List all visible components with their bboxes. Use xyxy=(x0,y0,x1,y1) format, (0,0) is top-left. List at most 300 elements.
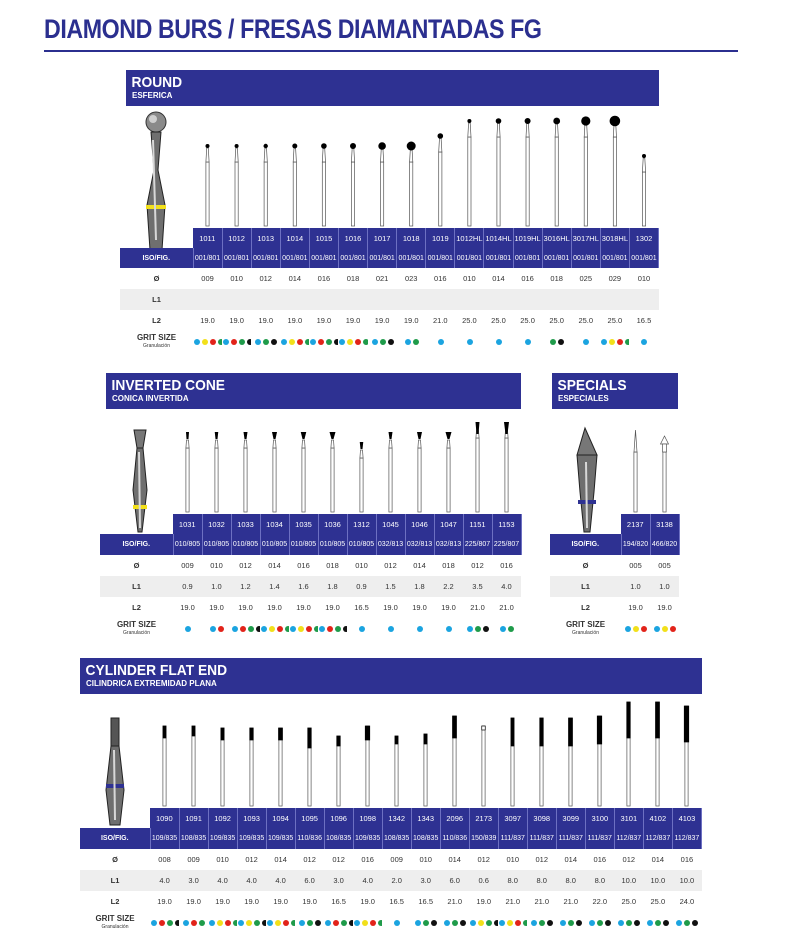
grit-dot-green xyxy=(568,920,574,926)
diameter-value: 016 xyxy=(434,274,447,283)
bur-drawing xyxy=(634,430,637,512)
bur-drawing xyxy=(496,118,502,226)
l1-value: 8.0 xyxy=(498,870,527,891)
specials-heading: SPECIALS xyxy=(557,377,627,394)
grit-label-text: GRIT SIZE xyxy=(565,620,606,629)
diameter-value: 010 xyxy=(506,855,519,864)
iso-label: ISO/FIG. xyxy=(120,248,193,268)
grit-dots xyxy=(484,338,513,346)
grit-dot-blue xyxy=(354,920,360,926)
diameter-value: 008 xyxy=(158,855,171,864)
grit-dot-blue xyxy=(255,339,261,345)
l2-value: 16.5 xyxy=(418,897,433,906)
round-subheading: ESFERICA xyxy=(132,91,173,100)
grit-dot-yellow xyxy=(289,339,295,345)
bur-drawing xyxy=(597,716,602,806)
grit-dots xyxy=(376,625,405,633)
l2-value: 19.0 xyxy=(229,316,244,325)
grit-dots xyxy=(463,625,492,633)
grit-cell xyxy=(650,618,679,640)
grit-cell xyxy=(237,912,266,934)
grit-dot-red xyxy=(333,920,339,926)
l2-value: 19.0 xyxy=(209,603,224,612)
grit-dot-red xyxy=(191,920,197,926)
iso-value: 108/835 xyxy=(324,828,353,849)
grit-dot-green xyxy=(626,920,632,926)
l1-value: 6.0 xyxy=(295,870,324,891)
grit-cell xyxy=(585,912,614,934)
grit-dot-blue xyxy=(676,920,682,926)
grit-dot-blue xyxy=(359,626,365,632)
l2-value: 25.0 xyxy=(650,897,666,906)
iso-value: 109/835 xyxy=(237,828,266,849)
l1-value xyxy=(542,289,571,310)
grit-dot-blue xyxy=(647,920,653,926)
grit-cell xyxy=(434,618,463,640)
grit-cell xyxy=(382,912,411,934)
bur-drawing xyxy=(504,422,509,512)
diameter-value: 010 xyxy=(230,274,243,283)
grit-cell xyxy=(368,331,397,353)
grit-cell xyxy=(260,618,289,640)
model-code: 3099 xyxy=(556,808,585,828)
iso-value: 010/805 xyxy=(231,534,260,555)
iso-value: 010/805 xyxy=(202,534,231,555)
bur-drawing xyxy=(684,706,689,806)
model-code: 1015 xyxy=(309,228,338,248)
l1-value: 4.0 xyxy=(492,576,521,597)
grit-cell xyxy=(484,331,513,353)
grit-dot-yellow xyxy=(275,920,281,926)
grit-cell xyxy=(318,618,347,640)
bur-drawing xyxy=(627,702,631,806)
grit-dot-blue xyxy=(290,626,296,632)
l2-value: 19.0 xyxy=(628,603,643,612)
l1-value: 4.0 xyxy=(237,870,266,891)
grit-dot-blue xyxy=(339,339,345,345)
l2-value: 19.0 xyxy=(345,316,361,325)
grit-dot-blue xyxy=(210,626,216,632)
l2-value: 19.0 xyxy=(441,603,456,612)
grit-dot-blue xyxy=(372,339,378,345)
inverted-cone-subheading: CONICA INVERTIDA xyxy=(112,394,189,403)
grit-dot-blue xyxy=(194,339,200,345)
grit-dot-blue xyxy=(618,920,624,926)
bur-drawing xyxy=(453,716,457,806)
bur-drawing xyxy=(350,143,356,226)
model-code: 1016 xyxy=(338,228,367,248)
grit-dots xyxy=(324,919,353,927)
grit-dots xyxy=(251,338,280,346)
grit-dot-red xyxy=(355,339,361,345)
grit-dot-yellow xyxy=(246,920,252,926)
grit-dots xyxy=(260,625,289,633)
grit-dot-green xyxy=(684,920,690,926)
model-code: 3100 xyxy=(585,808,614,828)
l1-value xyxy=(629,289,658,310)
diameter-label: Ø xyxy=(112,855,118,864)
header-spacer xyxy=(100,514,173,534)
grit-cell xyxy=(231,618,260,640)
model-code: 1153 xyxy=(492,514,521,534)
model-code: 1036 xyxy=(318,514,347,534)
grit-dots xyxy=(295,919,324,927)
grit-sublabel: Granulación xyxy=(572,630,599,636)
l2-value: 19.0 xyxy=(258,316,274,325)
iso-label: ISO/FIG. xyxy=(550,534,621,555)
grit-dot-yellow xyxy=(633,626,639,632)
grit-dots xyxy=(237,919,266,927)
round-heading: ROUND xyxy=(131,74,183,91)
grit-dot-red xyxy=(231,339,237,345)
grit-dot-green xyxy=(423,920,429,926)
grit-dot-red xyxy=(159,920,165,926)
grit-dots xyxy=(318,625,347,633)
table-row xyxy=(550,534,679,555)
cylinder-heading: CYLINDER FLAT END xyxy=(85,662,228,679)
diameter-value: 016 xyxy=(521,274,534,283)
grit-dot-blue xyxy=(299,920,305,926)
grit-dots xyxy=(600,338,629,346)
diameter-value: 014 xyxy=(288,274,302,283)
bur-drawing xyxy=(661,436,669,512)
l1-value: 2.0 xyxy=(382,870,411,891)
bur-drawing xyxy=(656,702,660,806)
model-code: 1312 xyxy=(347,514,376,534)
l1-label: L1 xyxy=(100,576,173,597)
l2-value: 21.0 xyxy=(505,897,521,906)
iso-value: 010/805 xyxy=(260,534,289,555)
table-row xyxy=(550,555,679,576)
l2-value: 22.0 xyxy=(592,897,608,906)
grit-dot-blue xyxy=(583,339,589,345)
grit-dot-yellow xyxy=(269,626,275,632)
model-code: 2137 xyxy=(621,514,650,534)
grit-dot-green xyxy=(263,339,269,345)
header-spacer xyxy=(550,514,621,534)
diameter-value: 025 xyxy=(579,274,593,283)
grit-dots xyxy=(571,338,600,346)
model-code: 1094 xyxy=(266,808,295,828)
grit-dots xyxy=(179,919,208,927)
grit-dot-blue xyxy=(405,339,411,345)
table-row xyxy=(80,870,702,891)
grit-dot-yellow xyxy=(298,626,304,632)
l1-value xyxy=(484,289,513,310)
diameter-value: 012 xyxy=(477,855,490,864)
grit-row xyxy=(120,331,659,353)
grit-dot-blue xyxy=(601,339,607,345)
grit-cell xyxy=(309,331,338,353)
model-code: 1096 xyxy=(324,808,353,828)
grit-dot-yellow xyxy=(478,920,484,926)
grit-dot-blue xyxy=(641,339,647,345)
table-row xyxy=(80,828,702,849)
grit-dots xyxy=(643,919,672,927)
grit-dot-red xyxy=(218,626,224,632)
grit-dot-yellow xyxy=(347,339,353,345)
grit-cell xyxy=(440,912,469,934)
model-code: 1035 xyxy=(289,514,318,534)
bur-drawing xyxy=(365,726,370,806)
iso-value: 001/801 xyxy=(193,248,222,268)
bur-drawing xyxy=(525,118,531,226)
l1-value: 1.6 xyxy=(289,576,318,597)
table-row xyxy=(550,597,679,618)
grit-cell xyxy=(251,331,280,353)
model-code: 1019HL xyxy=(513,228,542,248)
grit-dot-blue xyxy=(394,920,400,926)
model-code: 1046 xyxy=(405,514,434,534)
diameter-value: 012 xyxy=(239,561,252,570)
model-code: 1045 xyxy=(376,514,405,534)
model-code: 1034 xyxy=(260,514,289,534)
l2-value: 19.0 xyxy=(273,897,288,906)
iso-value: 108/835 xyxy=(411,828,440,849)
l2-value: 19.0 xyxy=(476,897,492,906)
grit-dot-blue xyxy=(209,920,215,926)
grit-dots xyxy=(469,919,498,927)
grit-dot-blue xyxy=(310,339,316,345)
grit-dot-blue xyxy=(467,626,473,632)
grit-dots xyxy=(434,625,463,633)
diameter-value: 014 xyxy=(492,274,505,283)
iso-value: 001/801 xyxy=(571,248,600,268)
grit-cell xyxy=(222,331,251,353)
bur-drawing xyxy=(186,432,189,512)
diameter-label: Ø xyxy=(582,561,589,570)
iso-value: 001/801 xyxy=(455,248,484,268)
l1-value: 1.0 xyxy=(202,576,231,597)
grit-dot-green xyxy=(239,339,245,345)
l1-value: 6.0 xyxy=(440,870,469,891)
inverted-cone-heading: INVERTED CONE xyxy=(111,377,226,394)
grit-dot-blue xyxy=(319,626,325,632)
grit-cell xyxy=(571,331,600,353)
diameter-value: 014 xyxy=(274,855,287,864)
grit-cell xyxy=(629,331,658,353)
grit-dot-green xyxy=(413,339,419,345)
l2-value: 19.0 xyxy=(296,603,311,612)
grit-dot-red xyxy=(617,339,623,345)
table-row xyxy=(550,576,679,597)
l2-value: 16.5 xyxy=(354,603,369,612)
bur-drawing xyxy=(476,422,480,512)
grit-cell xyxy=(469,912,498,934)
iso-value: 112/837 xyxy=(614,828,643,849)
l2-label: L2 xyxy=(132,603,141,612)
diameter-value: 010 xyxy=(355,561,368,570)
model-code: 1017 xyxy=(368,228,397,248)
l1-value: 10.0 xyxy=(672,870,701,891)
table-row xyxy=(100,534,521,555)
l1-value: 8.0 xyxy=(585,870,614,891)
grit-dot-red xyxy=(240,626,246,632)
iso-value: 032/813 xyxy=(434,534,463,555)
l2-value: 21.0 xyxy=(499,603,514,612)
l2-value: 19.0 xyxy=(412,603,427,612)
grit-cell xyxy=(411,912,440,934)
grit-dot-red xyxy=(297,339,303,345)
model-code: 1011 xyxy=(193,228,222,248)
iso-value: 109/835 xyxy=(266,828,295,849)
diameter-value: 012 xyxy=(332,855,345,864)
l2-value: 21.0 xyxy=(432,316,448,325)
grit-dot-black xyxy=(315,920,321,926)
bur-drawing xyxy=(360,442,364,512)
bur-drawing xyxy=(192,726,195,806)
iso-value: 111/837 xyxy=(556,828,585,849)
l1-value: 1.0 xyxy=(650,576,679,597)
l1-value: 0.9 xyxy=(347,576,376,597)
bur-drawing xyxy=(337,736,341,806)
l1-value: 4.0 xyxy=(208,870,237,891)
grit-dot-black xyxy=(558,339,564,345)
grit-dots xyxy=(173,625,202,633)
model-code: 1098 xyxy=(353,808,382,828)
l2-value: 21.0 xyxy=(470,603,485,612)
model-code: 1343 xyxy=(411,808,440,828)
model-code: 3017HL xyxy=(571,228,600,248)
diameter-value: 016 xyxy=(317,274,331,283)
l2-value: 19.0 xyxy=(244,897,259,906)
grit-dots xyxy=(347,625,376,633)
l1-value: 2.2 xyxy=(434,576,463,597)
model-code: 1093 xyxy=(237,808,266,828)
model-code: 3138 xyxy=(650,514,679,534)
grit-dots xyxy=(498,919,527,927)
l1-value xyxy=(251,289,280,310)
table-row xyxy=(550,514,679,534)
diameter-value: 009 xyxy=(390,855,403,864)
l1-value: 3.0 xyxy=(411,870,440,891)
l2-value: 19.0 xyxy=(316,316,332,325)
grit-dot-blue xyxy=(470,920,476,926)
model-code: 1092 xyxy=(208,808,237,828)
l1-value: 3.5 xyxy=(463,576,492,597)
model-code: 2096 xyxy=(440,808,469,828)
diameter-label: Ø xyxy=(153,274,160,283)
l1-value: 8.0 xyxy=(527,870,556,891)
grit-cell xyxy=(463,618,492,640)
grit-dot-blue xyxy=(232,626,238,632)
bur-drawing xyxy=(292,144,297,227)
l1-value: 8.0 xyxy=(556,870,585,891)
grit-dot-yellow xyxy=(609,339,615,345)
l2-value: 19.0 xyxy=(215,897,230,906)
grit-dots xyxy=(382,919,411,927)
bur-drawing xyxy=(610,116,621,226)
grit-dots xyxy=(585,919,614,927)
l1-label: L1 xyxy=(80,870,150,891)
iso-label: ISO/FIG. xyxy=(80,828,150,849)
grit-cell xyxy=(173,618,202,640)
l1-value xyxy=(309,289,338,310)
l2-value: 19.0 xyxy=(186,897,201,906)
iso-value: 112/837 xyxy=(643,828,672,849)
l2-value: 19.0 xyxy=(287,316,303,325)
grit-label xyxy=(100,618,173,640)
model-code: 3016HL xyxy=(542,228,571,248)
grit-cell xyxy=(405,618,434,640)
iso-value: 001/801 xyxy=(484,248,513,268)
grit-dot-blue xyxy=(183,920,189,926)
grit-dot-red xyxy=(670,626,676,632)
grit-dot-blue xyxy=(625,626,631,632)
model-code: 1012HL xyxy=(455,228,484,248)
l2-value: 25.0 xyxy=(491,316,506,325)
bur-drawing xyxy=(395,736,398,806)
diameter-value: 014 xyxy=(268,561,281,570)
diameter-value: 010 xyxy=(210,561,223,570)
grit-dots xyxy=(353,919,382,927)
l2-value: 19.0 xyxy=(180,603,195,612)
grit-cell xyxy=(621,618,650,640)
l1-value: 3.0 xyxy=(324,870,353,891)
bur-drawing xyxy=(378,142,386,226)
table-row xyxy=(100,555,521,576)
grit-dot-black xyxy=(605,920,611,926)
l2-value: 21.0 xyxy=(447,897,463,906)
grit-dot-blue xyxy=(325,920,331,926)
grit-dots xyxy=(231,625,260,633)
l1-value xyxy=(426,289,455,310)
iso-value: 110/836 xyxy=(295,828,324,849)
diameter-value: 014 xyxy=(413,561,426,570)
l1-value: 0.6 xyxy=(469,870,498,891)
bur-drawing xyxy=(446,432,452,512)
grit-dot-red xyxy=(318,339,324,345)
table-row xyxy=(100,576,521,597)
iso-value: 010/805 xyxy=(318,534,347,555)
grit-dot-green xyxy=(508,626,514,632)
l1-value: 10.0 xyxy=(643,870,672,891)
l2-value: 21.0 xyxy=(563,897,579,906)
bur-drawing xyxy=(438,133,444,226)
l1-value xyxy=(455,289,484,310)
table-row xyxy=(120,310,659,331)
diameter-value: 012 xyxy=(384,561,397,570)
l2-value: 19.0 xyxy=(302,897,317,906)
diameter-value: 009 xyxy=(187,855,200,864)
grit-dots xyxy=(309,338,338,346)
iso-value: 108/835 xyxy=(179,828,208,849)
iso-value: 225/807 xyxy=(492,534,521,555)
iso-value: 111/837 xyxy=(585,828,614,849)
bur-drawing xyxy=(235,144,239,226)
grit-sublabel: Granulación xyxy=(123,630,150,636)
grit-cell xyxy=(643,912,672,934)
grit-dot-green xyxy=(335,626,341,632)
grit-dot-blue xyxy=(560,920,566,926)
iso-value: 109/835 xyxy=(353,828,382,849)
grit-dots xyxy=(289,625,318,633)
grit-dots xyxy=(193,338,222,346)
bur-drawing xyxy=(272,432,277,512)
l2-value: 19.0 xyxy=(200,316,215,325)
l1-value: 1.4 xyxy=(260,576,289,597)
grit-dots xyxy=(222,338,251,346)
grit-dot-blue xyxy=(223,339,229,345)
grit-cell xyxy=(280,331,309,353)
grit-label-text: GRIT SIZE xyxy=(136,333,177,342)
grit-dots xyxy=(527,919,556,927)
l1-value xyxy=(397,289,426,310)
l2-label: L2 xyxy=(110,897,120,906)
grit-dot-green xyxy=(199,920,205,926)
grit-dots xyxy=(150,919,179,927)
grit-cell xyxy=(600,331,629,353)
